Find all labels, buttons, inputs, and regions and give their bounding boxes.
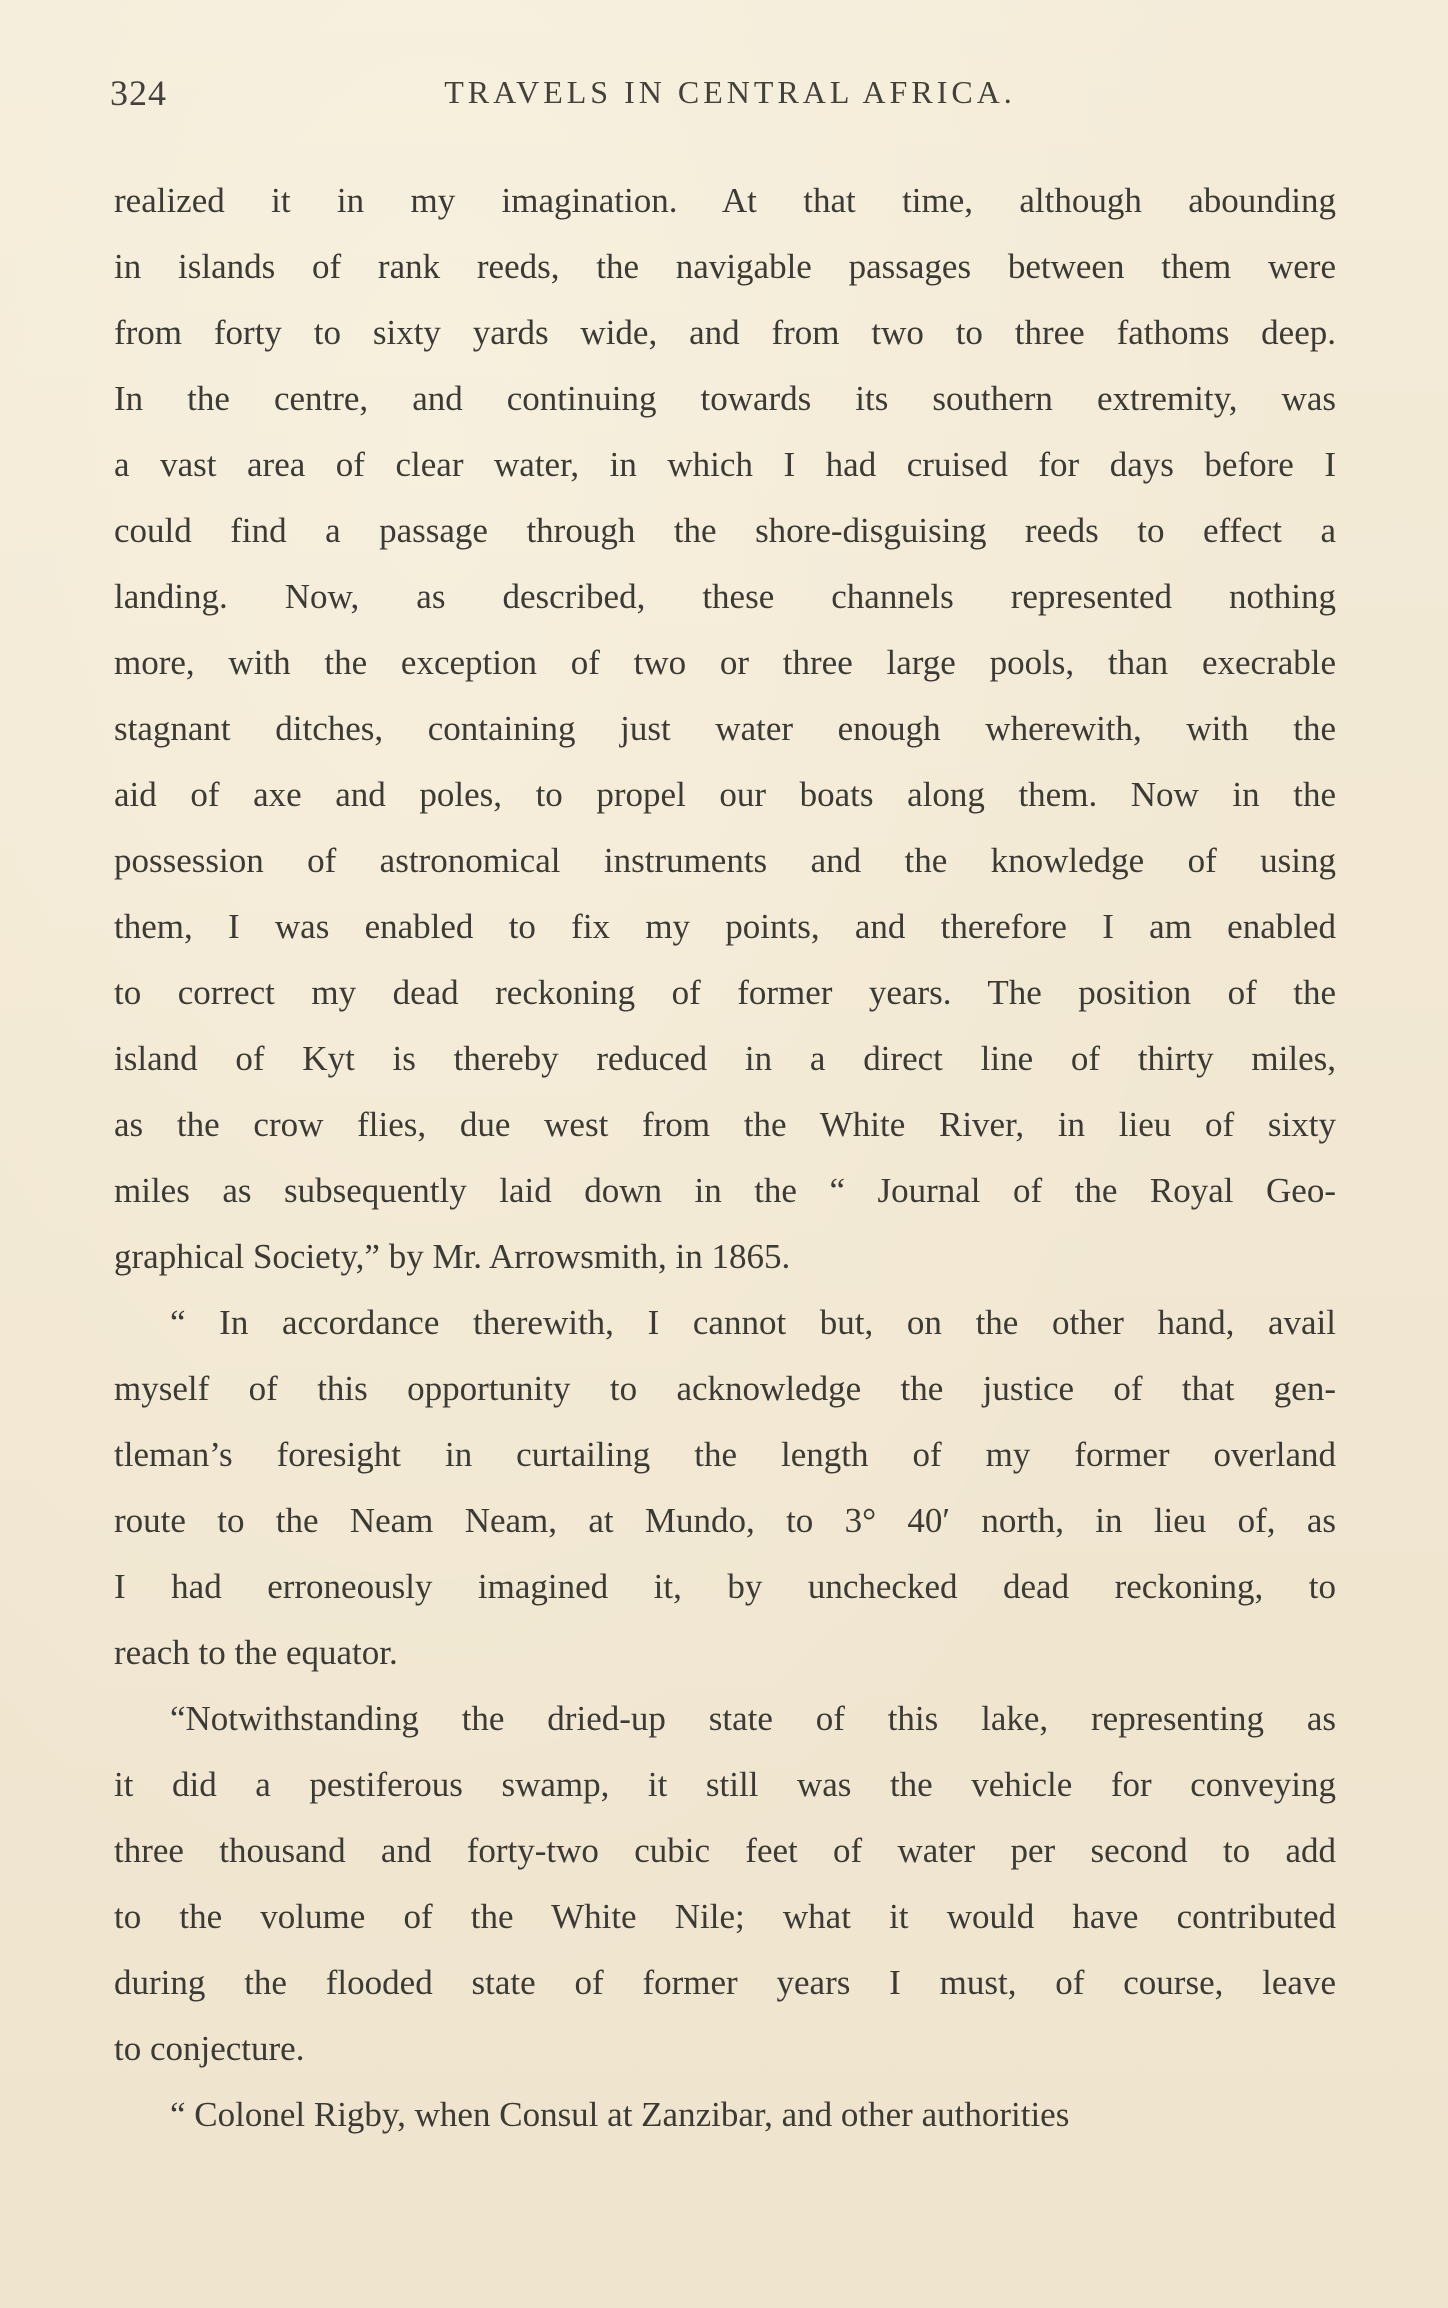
- text-line: realized it in my imagination. At that time, although abounding: [114, 181, 1336, 220]
- text-line: myself of this opportunity to acknowledge the justice of that gen-: [114, 1369, 1336, 1408]
- text-line: aid of axe and poles, to propel our boats along them. Now in the: [114, 775, 1336, 814]
- text-line: as the crow flies, due west from the White River, in lieu of sixty: [114, 1105, 1336, 1144]
- text-line: In the centre, and continuing towards its southern extremity, was: [114, 379, 1336, 418]
- text-line: a vast area of clear water, in which I had cruised for days before I: [114, 445, 1336, 484]
- text-line: route to the Neam Neam, at Mundo, to 3° 40′ north, in lieu of, as: [114, 1501, 1336, 1540]
- text-line: miles as subsequently laid down in the “ Journal of the Royal Geo-: [114, 1171, 1336, 1210]
- text-line: to correct my dead reckoning of former years. The position of the: [114, 973, 1336, 1012]
- text-line: “Notwithstanding the dried-up state of this lake, representing as: [170, 1699, 1336, 1738]
- text-line: it did a pestiferous swamp, it still was the vehicle for conveying: [114, 1765, 1336, 1804]
- page-number: 324: [110, 73, 167, 113]
- text-line: graphical Society,” by Mr. Arrowsmith, in 1865.: [114, 1237, 791, 1276]
- text-line: to conjecture.: [114, 2029, 305, 2068]
- text-line: possession of astronomical instruments and the knowledge of using: [114, 841, 1336, 880]
- body-text: [114, 168, 1336, 2148]
- text-line: in islands of rank reeds, the navigable passages between them were: [114, 247, 1336, 286]
- text-line: stagnant ditches, containing just water enough wherewith, with the: [114, 709, 1336, 748]
- text-line: reach to the equator.: [114, 1633, 398, 1672]
- text-line: tleman’s foresight in curtailing the length of my former overland: [114, 1435, 1336, 1474]
- text-line: during the flooded state of former years I must, of course, leave: [114, 1963, 1336, 2002]
- text-line: to the volume of the White Nile; what it would have contributed: [114, 1897, 1336, 1936]
- text-line: three thousand and forty-two cubic feet of water per second to add: [114, 1831, 1336, 1870]
- text-line: landing. Now, as described, these channels represented nothing: [114, 577, 1336, 616]
- text-line: could find a passage through the shore-disguising reeds to effect a: [114, 511, 1336, 550]
- text-line: from forty to sixty yards wide, and from two to three fathoms deep.: [114, 313, 1336, 352]
- text-line: island of Kyt is thereby reduced in a direct line of thirty miles,: [114, 1039, 1336, 1078]
- text-line: “ Colonel Rigby, when Consul at Zanzibar, and other authorities: [170, 2095, 1070, 2134]
- page-header: [110, 72, 1350, 122]
- running-head: TRAVELS IN CENTRAL AFRICA.: [444, 74, 1016, 110]
- text-line: “ In accordance therewith, I cannot but, on the other hand, avail: [170, 1303, 1336, 1342]
- text-line: more, with the exception of two or three large pools, than execrable: [114, 643, 1336, 682]
- text-line: I had erroneously imagined it, by unchecked dead reckoning, to: [114, 1567, 1336, 1606]
- text-line: them, I was enabled to fix my points, and therefore I am enabled: [114, 907, 1336, 946]
